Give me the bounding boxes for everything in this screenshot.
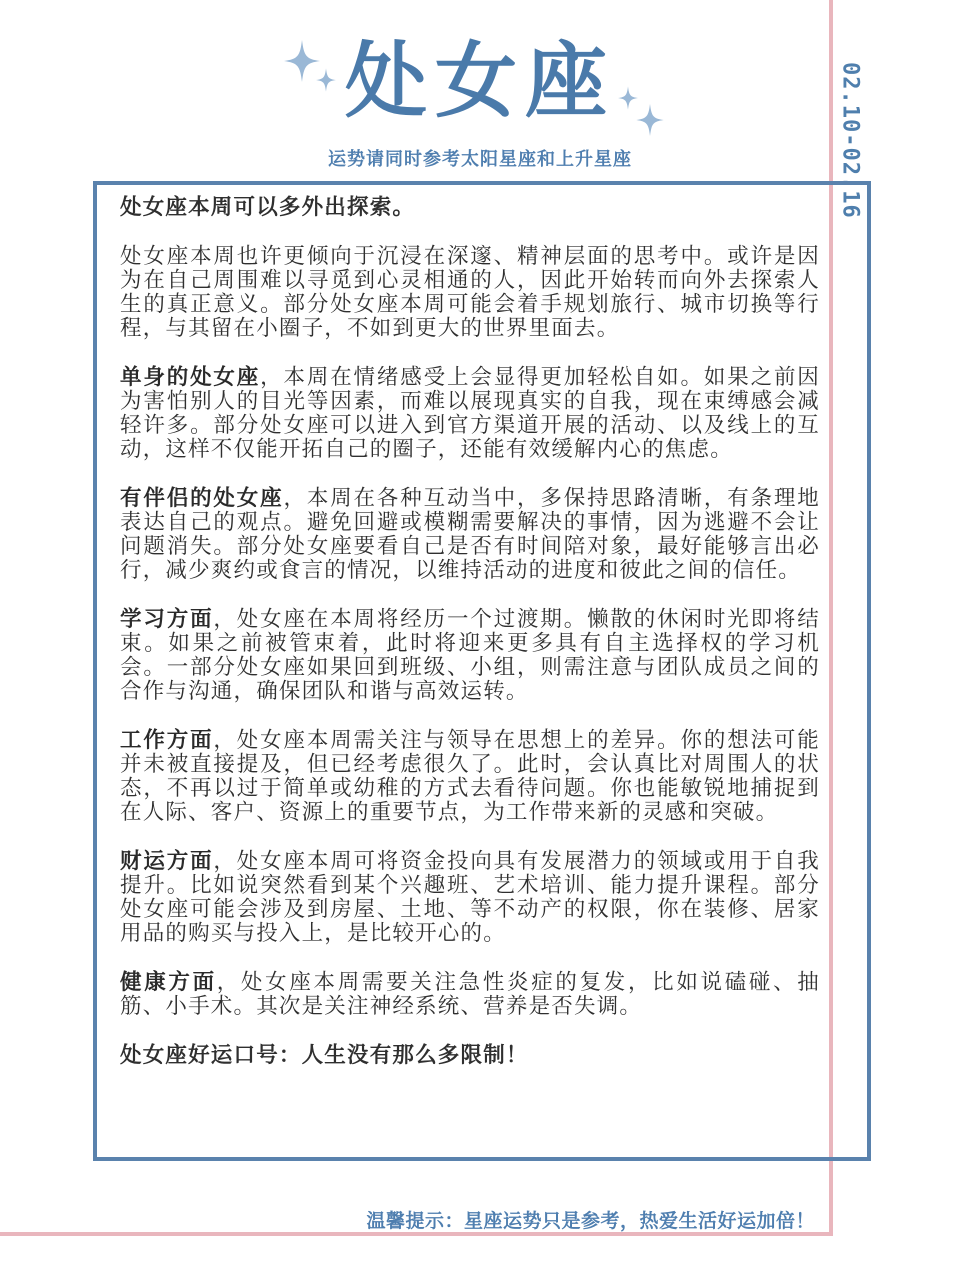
lucky-slogan: 处女座好运口号：人生没有那么多限制！ xyxy=(120,1043,529,1068)
section-label: 有伴侣的处女座 xyxy=(120,486,284,511)
section-health xyxy=(120,971,820,1019)
section-text: ，处女座本周需关注与领导在思想上的差异。你的想法可能并未被直接提及，但已经考虑很久了。此时，会认真比对周围人的状态，不再以过于简单或幼稚的方式去看待问题。你也能敏锐地捕捉到在人际、客户、资源上的重要节点，为工作带来新的灵感和突破。 xyxy=(120,728,820,825)
section-label: 工作方面 xyxy=(120,728,214,753)
section-study xyxy=(120,608,820,704)
date-range: 02.10-02.16 xyxy=(837,62,863,219)
section-wealth xyxy=(120,850,820,946)
section-text: ，本周在各种互动当中，多保持思路清晰，有条理地表达自己的观点。避免回避或模糊需要解决的事情，因为逃避不会让问题消失。部分处女座要看自己是否有时间陪对象，最好能够言出必行，减少爽约或食言的情况，以维持活动的进度和彼此之间的信任。 xyxy=(120,486,820,583)
section-text: ，处女座在本周将经历一个过渡期。懒散的休闲时光即将结束。如果之前被管束着，此时将迎来更多具有自主选择权的学习机会。一部分处女座如果回到班级、小组，则需注意与团队成员之间的合作与沟通，确保团队和谐与高效运转。 xyxy=(120,607,820,704)
section-label: 健康方面 xyxy=(120,970,217,995)
section-label: 单身的处女座 xyxy=(120,365,261,390)
footer-tip: 温馨提示：星座运势只是参考，热爱生活好运加倍！ xyxy=(366,1210,815,1232)
section-partnered xyxy=(120,487,820,583)
sparkle-icon-large-left xyxy=(284,40,320,82)
section-label: 财运方面 xyxy=(120,849,214,874)
intro-title: 处女座本周可以多外出探索。 xyxy=(120,195,416,220)
sparkle-icon-large-right xyxy=(636,104,664,136)
page-title: 处女座 xyxy=(344,34,615,129)
section-text: ，本周在情绪感受上会显得更加轻松自如。如果之前因为害怕别人的目光等因素，而难以展现真实的自我，现在束缚感会减轻许多。部分处女座可以进入到官方渠道开展的活动、以及线上的互动，这样不仅能开拓自己的圈子，还能有效缓解内心的焦虑。 xyxy=(120,365,820,462)
subtitle: 运势请同时参考太阳星座和上升星座 xyxy=(328,149,632,170)
section-single xyxy=(120,366,820,462)
intro-paragraph: 处女座本周也许更倾向于沉浸在深邃、精神层面的思考中。或许是因为在自己周围难以寻觅到心灵相通的人，因此开始转而向外去探索人生的真正意义。部分处女座本周可能会着手规划旅行、城市切换等行程，与其留在小圈子，不如到更大的世界里面去。 xyxy=(120,244,820,341)
section-text: ，处女座本周可将资金投向具有发展潜力的领域或用于自我提升。比如说突然看到某个兴趣班、艺术培训、能力提升课程。部分处女座可能会涉及到房屋、土地、等不动产的权限，你在装修、居家用品的购买与投入上，是比较开心的。 xyxy=(120,849,820,946)
section-text: ，处女座本周需要关注急性炎症的复发，比如说磕碰、抽筋、小手术。其次是关注神经系统、营养是否失调。 xyxy=(120,970,820,1019)
horoscope-article xyxy=(120,196,820,1093)
section-label: 学习方面 xyxy=(120,607,214,632)
section-work xyxy=(120,729,820,825)
